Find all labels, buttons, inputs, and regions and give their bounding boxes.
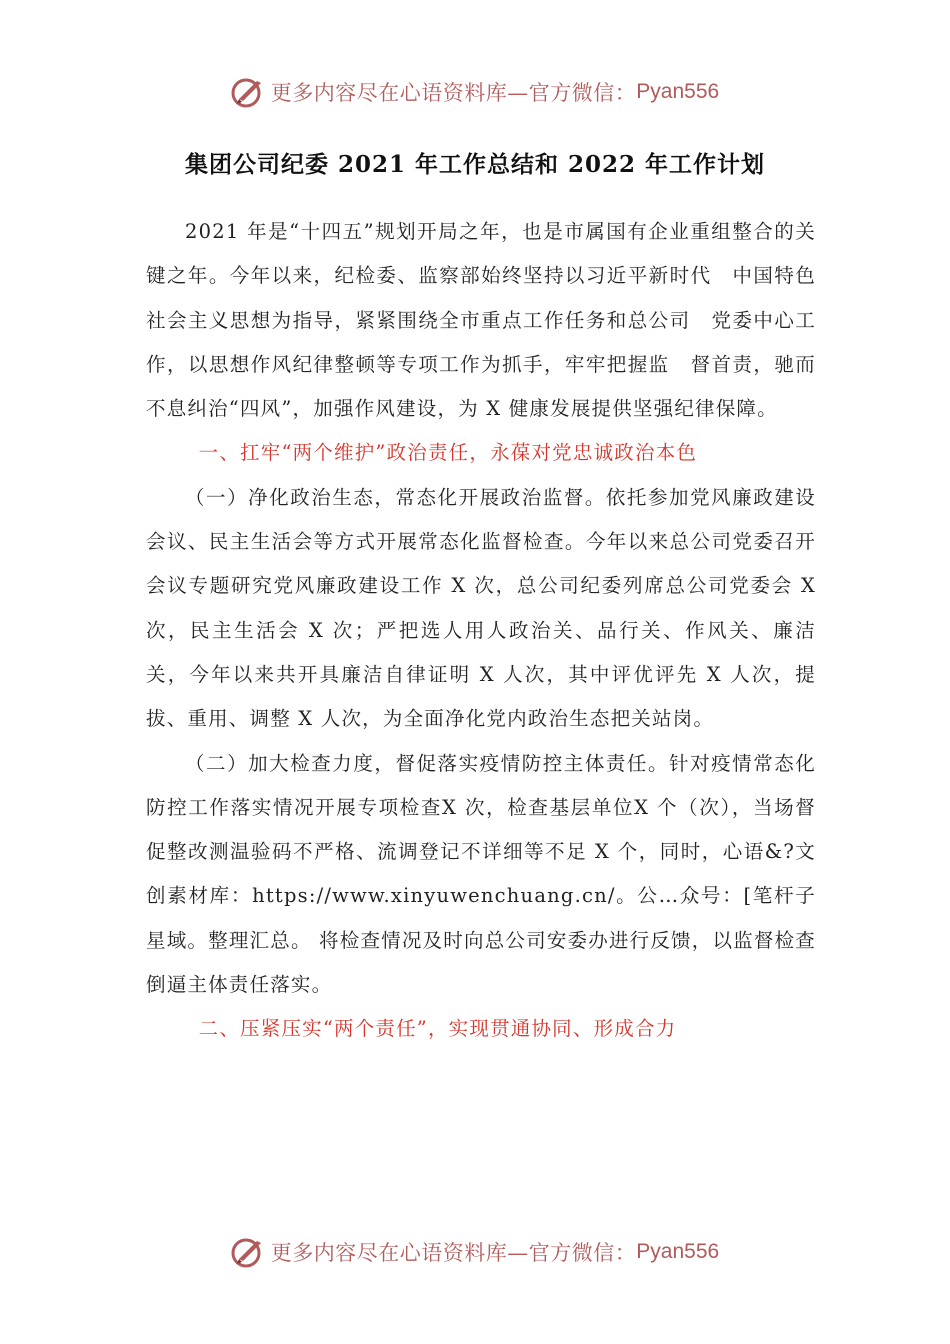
watermark-wechat-id: Pyan556 [636, 1240, 720, 1263]
watermark-text: 更多内容尽在心语资料库—官方微信： [270, 1241, 637, 1265]
watermark-banner-top [0, 72, 950, 112]
watermark-banner-bottom [0, 1232, 950, 1272]
document-title: 集团公司纪委 2021 年工作总结和 2022 年工作计划 [184, 151, 766, 178]
section2-heading: 二、压紧压实“两个责任”，实现贯通协同、形成合力 [198, 1017, 677, 1041]
watermark-text: 更多内容尽在心语资料库—官方微信： [270, 81, 637, 105]
intro-paragraph: 2021 年是“十四五”规划开局之年，也是市属国有企业重组整合的关键之年。今年以来，纪检委、监察部始终坚持以习近平新时代 中国特色社会主义思想为指导，紧紧围绕全市重点工作任务和总公司 党委中心工作，以思想作风纪律整顿等专项工作为抓手，牢牢把握监 督首责，驰而不息纠治“四风”，加强作风建设，为 X 健康发展提供坚强纪律保障。 [146, 220, 816, 421]
pen-logo-icon [231, 1235, 265, 1269]
document-body [146, 210, 816, 1052]
pen-logo-icon [231, 75, 265, 109]
watermark-wechat-id: Pyan556 [636, 80, 720, 103]
section1-paragraph-2: （二）加大检查力度，督促落实疫情防控主体责任。针对疫情常态化防控工作落实情况开展专项检查X 次，检查基层单位X 个（次），当场督促整改测温验码不严格、流调登记不详细等不足 X 个，同时，心语&?文创素材库：https://www.xinyuwenchuang.cn/。公…众号：[笔杆子星域。整理汇总。 将检查情况及时向总公司安委办进行反馈，以监督检查倒逼主体责任落实。 [146, 751, 816, 997]
section1-paragraph-1: （一）净化政治生态，常态化开展政治监督。依托参加党风廉政建设会议、民主生活会等方式开展常态化监督检查。今年以来总公司党委召开会议专题研究党风廉政建设工作 X 次，总公司纪委列席总公司党委会 X 次，民主生活会 X 次；严把选人用人政治关、品行关、作风关、廉洁关，今年以来共开具廉洁自律证明 X 人次，其中评优评先 X 人次，提拔、重用、调整 X 人次，为全面净化党内政治生态把关站岗。 [146, 485, 816, 731]
section1-heading: 一、扛牢“两个维护”政治责任，永葆对党忠诚政治本色 [198, 441, 698, 465]
